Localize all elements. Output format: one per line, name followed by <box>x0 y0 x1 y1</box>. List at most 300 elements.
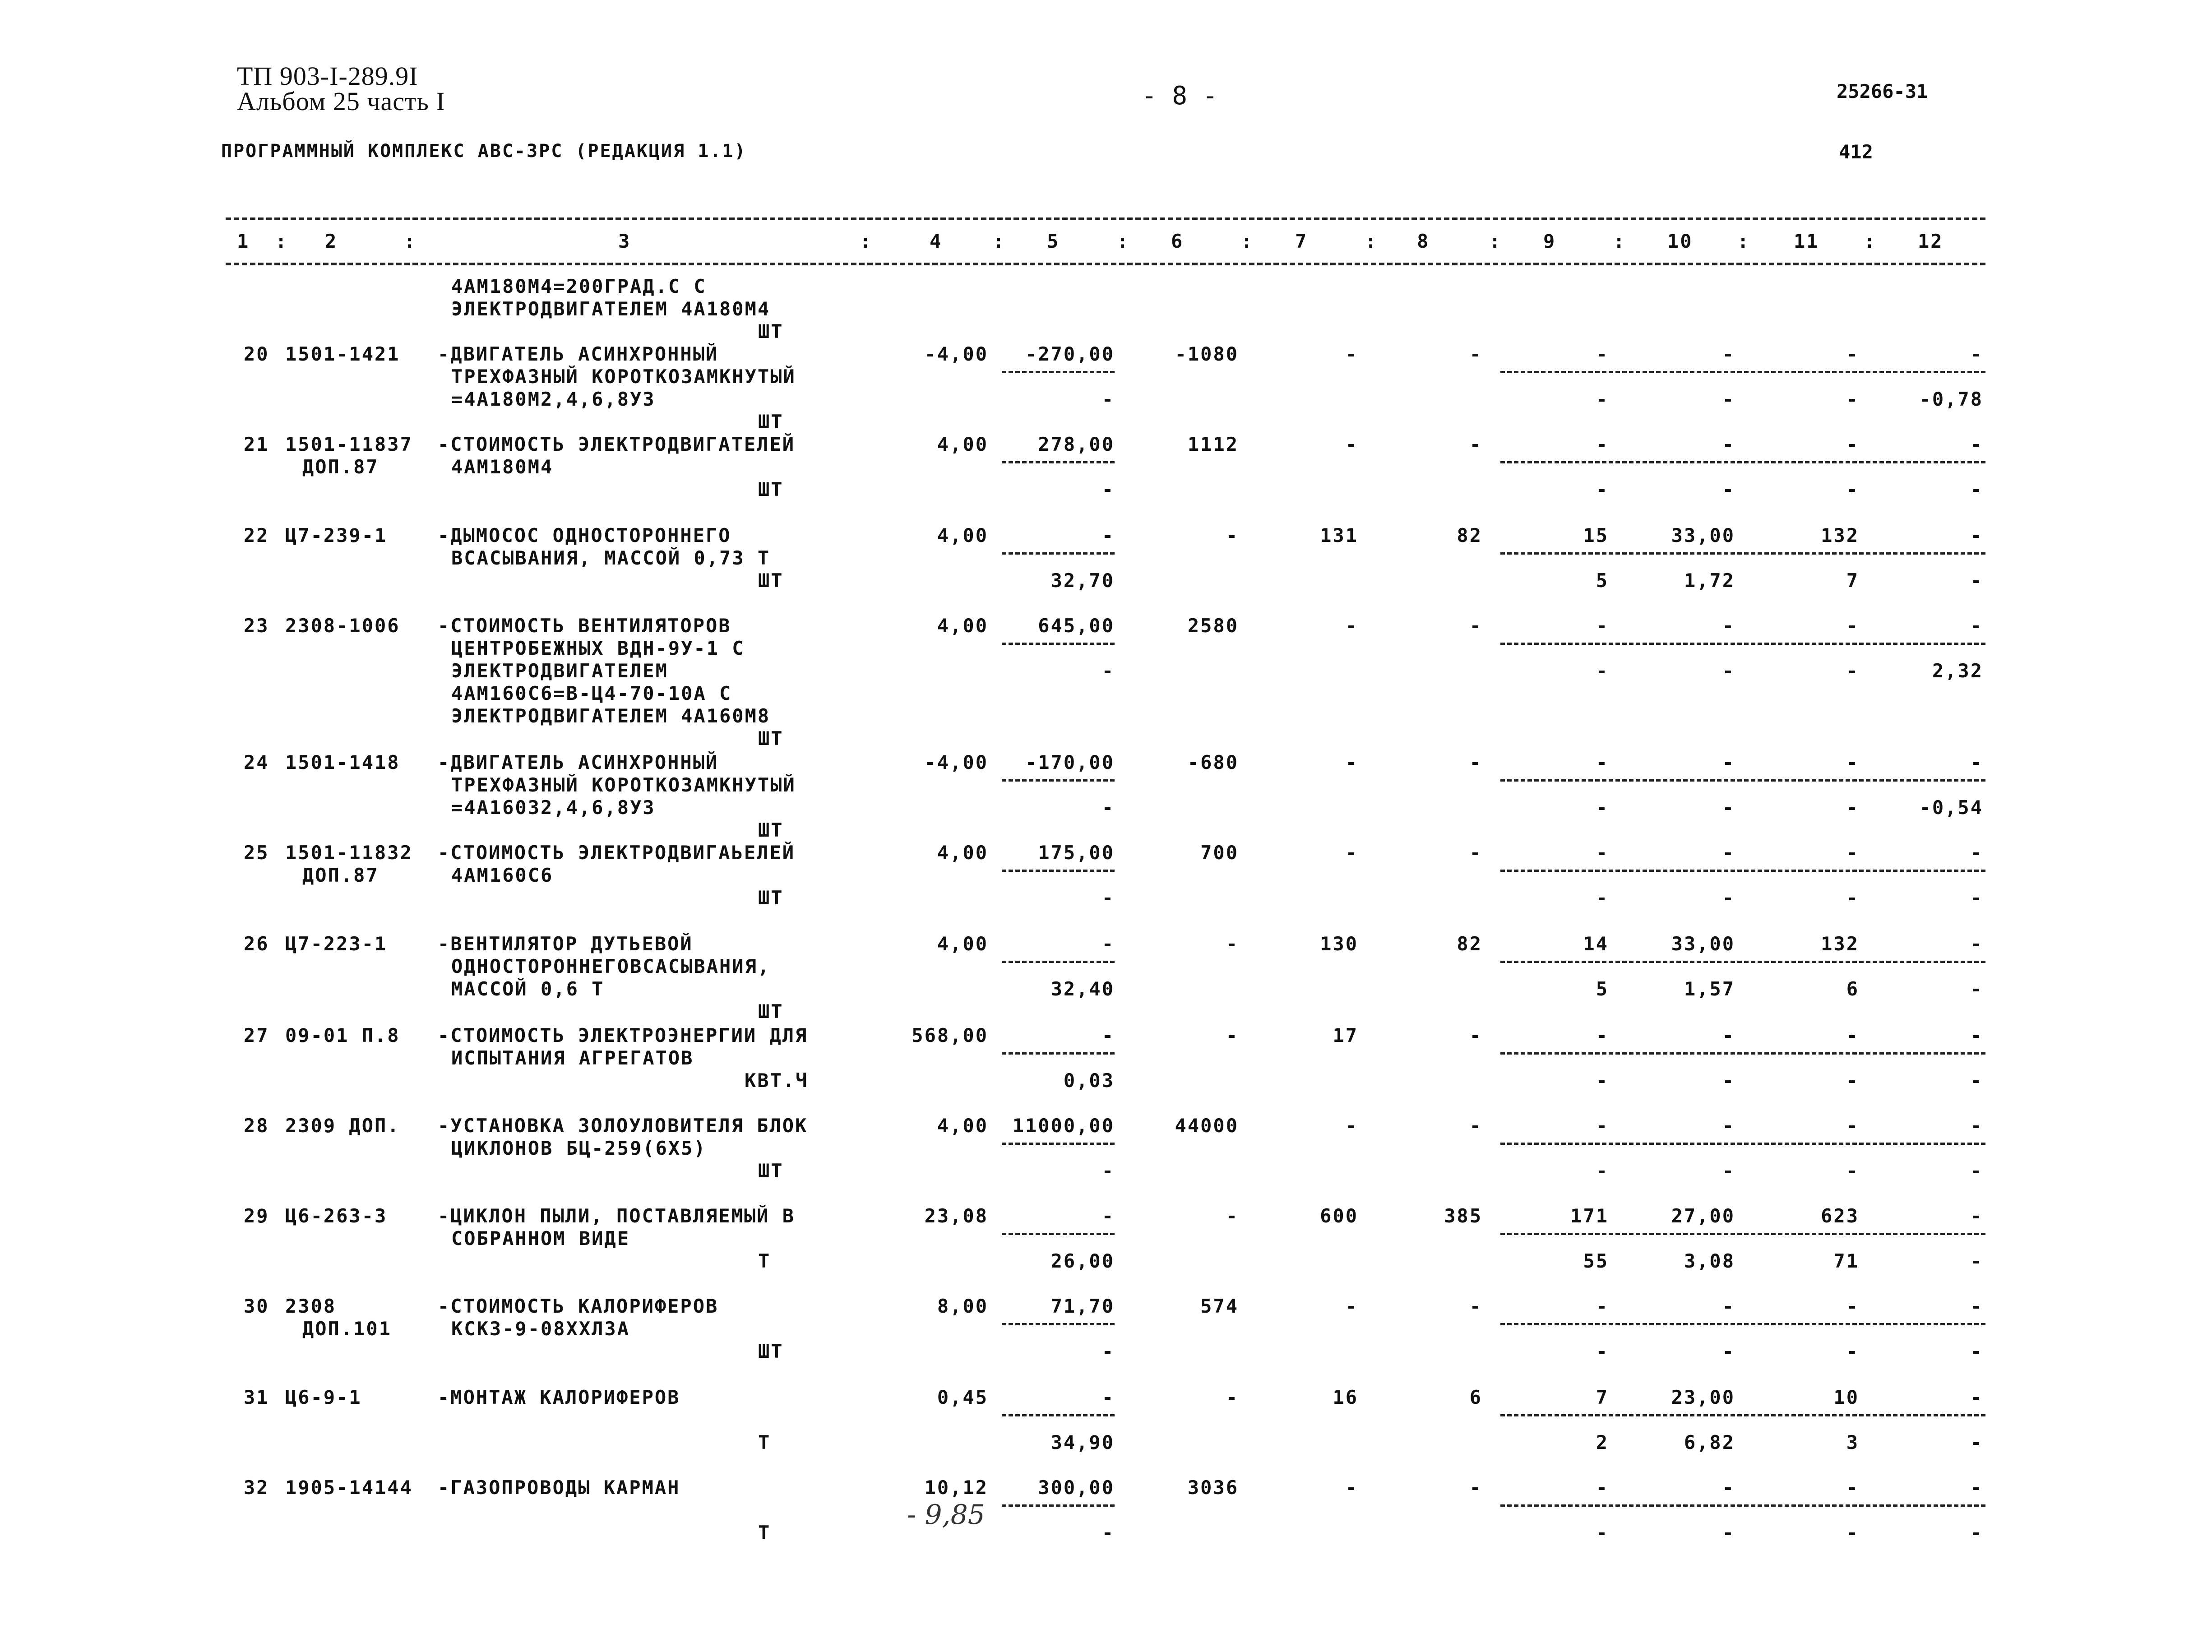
col12-sub-value: - <box>1970 478 1983 500</box>
col5-divider <box>1002 779 1115 782</box>
col10-sub-value: - <box>1722 478 1735 500</box>
column-header-9: 9 <box>1543 230 1556 252</box>
right-columns-divider <box>1500 870 1985 872</box>
col11-value: 132 <box>1821 524 1859 546</box>
col11-sub-value: 7 <box>1846 569 1859 592</box>
col12-sub-value: - <box>1970 887 1983 909</box>
row-code: 2308-1006 <box>285 615 400 637</box>
col9-value: - <box>1596 1476 1609 1499</box>
right-columns-divider <box>1500 461 1985 463</box>
col5-value: 300,00 <box>1038 1476 1115 1499</box>
row-description: ВСАСЫВАНИЯ, МАССОЙ 0,73 Т <box>451 547 771 569</box>
column-header-5: 5 <box>1047 230 1060 252</box>
col11-value: - <box>1846 1115 1859 1137</box>
col8-value: - <box>1469 1115 1482 1137</box>
col10-sub-value: - <box>1722 1522 1735 1544</box>
col10-sub-value: - <box>1722 1160 1735 1182</box>
col10-value: - <box>1722 751 1735 773</box>
col6-value: 574 <box>1200 1295 1239 1317</box>
col9-value: - <box>1596 343 1609 365</box>
row-description: -ДЫМОСОС ОДНОСТОРОННЕГО <box>438 524 731 546</box>
col5-sub-value: 32,40 <box>1050 978 1115 1000</box>
col4-value: 4,00 <box>937 842 988 864</box>
col6-value: - <box>1226 524 1239 546</box>
row-number: 23 <box>244 615 269 637</box>
row-code: 1905-14144 <box>285 1476 413 1499</box>
col5-sub-value: - <box>1101 1522 1115 1544</box>
row-unit: ШТ <box>758 727 784 750</box>
col4-value: 4,00 <box>937 933 988 955</box>
row-description: -СТОИМОСТЬ ВЕНТИЛЯТОРОВ <box>438 615 731 637</box>
column-header-2: 2 <box>325 230 338 252</box>
col9-value: 14 <box>1583 933 1609 955</box>
col7-value: - <box>1345 433 1358 455</box>
column-header-11: 11 <box>1794 230 1819 252</box>
col7-value: - <box>1345 1476 1358 1499</box>
row-description: -СТОИМОСТЬ ЭЛЕКТРОДВИГАТЕЛЕЙ <box>438 433 796 455</box>
header-bottom-rule <box>226 263 1985 265</box>
row-code: Ц6-9-1 <box>285 1386 362 1408</box>
right-columns-divider <box>1500 1052 1985 1055</box>
col9-value: - <box>1596 1295 1609 1317</box>
col12-value: - <box>1970 933 1983 955</box>
col9-sub-value: - <box>1596 1160 1609 1182</box>
col12-value: - <box>1970 343 1983 365</box>
page-number: - 8 - <box>1142 81 1218 111</box>
row-number: 21 <box>244 433 269 455</box>
col11-value: - <box>1846 1295 1859 1317</box>
col5-divider <box>1002 1143 1115 1145</box>
row-description: =4А180М2,4,6,8У3 <box>451 388 656 410</box>
row-description: -УСТАНОВКА ЗОЛОУЛОВИТЕЛЯ БЛОК <box>438 1115 808 1137</box>
col5-divider <box>1002 371 1115 373</box>
row-description: КСК3-9-08ХХЛ3А <box>451 1318 630 1340</box>
row-unit: ШТ <box>758 411 784 433</box>
row-number: 32 <box>244 1476 269 1499</box>
row-unit: ШТ <box>758 1340 784 1362</box>
col6-value: - <box>1226 1386 1239 1408</box>
right-columns-divider <box>1500 1233 1985 1235</box>
col12-sub-value: 2,32 <box>1932 660 1983 682</box>
col5-divider <box>1002 1233 1115 1235</box>
col8-value: - <box>1469 1476 1482 1499</box>
row-description: =4А16032,4,6,8У3 <box>451 796 656 819</box>
row-number: 27 <box>244 1024 269 1046</box>
column-header-7: 7 <box>1295 230 1308 252</box>
col4-value: 23,08 <box>924 1205 988 1227</box>
col9-value: 171 <box>1570 1205 1609 1227</box>
row-number: 25 <box>244 842 269 864</box>
column-header-4: 4 <box>930 230 943 252</box>
column-separator: : <box>404 230 417 252</box>
col9-value: - <box>1596 751 1609 773</box>
col7-value: - <box>1345 1115 1358 1137</box>
col4-value: 10,12 <box>924 1476 988 1499</box>
row-description: -ДВИГАТЕЛЬ АСИНХРОННЫЙ <box>438 343 719 365</box>
row-description: -ГАЗОПРОВОДЫ КАРМАН <box>438 1476 680 1499</box>
col9-value: 15 <box>1583 524 1609 546</box>
col7-value: - <box>1345 751 1358 773</box>
row-description: МАССОЙ 0,6 Т <box>451 978 605 1000</box>
col10-value: - <box>1722 1115 1735 1137</box>
row-unit: ШТ <box>758 478 784 500</box>
col5-divider <box>1002 1323 1115 1325</box>
row-code: Ц7-223-1 <box>285 933 388 955</box>
row-unit: Т <box>758 1522 771 1544</box>
col12-value: - <box>1970 1295 1983 1317</box>
col11-value: - <box>1846 433 1859 455</box>
col5-divider <box>1002 643 1115 645</box>
col5-sub-value: - <box>1101 1160 1115 1182</box>
continuation-unit: ШТ <box>758 320 784 342</box>
row-code: 2309 ДОП. <box>285 1115 400 1137</box>
col12-sub-value: - <box>1970 1250 1983 1272</box>
row-number: 29 <box>244 1205 269 1227</box>
column-separator: : <box>1489 230 1502 252</box>
col11-value: - <box>1846 615 1859 637</box>
col9-sub-value: - <box>1596 1522 1609 1544</box>
col8-value: - <box>1469 751 1482 773</box>
row-description: 4АМ160С6=В-Ц4-70-10А С <box>451 682 732 704</box>
col10-sub-value: 1,72 <box>1684 569 1735 592</box>
row-unit: ШТ <box>758 569 784 592</box>
col5-value: -270,00 <box>1025 343 1115 365</box>
col9-value: - <box>1596 1024 1609 1046</box>
col11-value: 623 <box>1821 1205 1859 1227</box>
col11-sub-value: - <box>1846 388 1859 410</box>
col10-value: 23,00 <box>1671 1386 1735 1408</box>
row-code: ДОП.101 <box>302 1318 392 1340</box>
row-description: -ДВИГАТЕЛЬ АСИНХРОННЫЙ <box>438 751 719 773</box>
col5-value: 175,00 <box>1038 842 1115 864</box>
col12-sub-value: -0,78 <box>1919 388 1983 410</box>
row-code: 1501-11832 <box>285 842 413 864</box>
col7-value: - <box>1345 615 1358 637</box>
column-separator: : <box>993 230 1006 252</box>
col11-value: - <box>1846 343 1859 365</box>
col10-sub-value: - <box>1722 388 1735 410</box>
col8-value: - <box>1469 1295 1482 1317</box>
col10-sub-value: - <box>1722 887 1735 909</box>
col7-value: - <box>1345 343 1358 365</box>
row-code: Ц7-239-1 <box>285 524 388 546</box>
column-separator: : <box>1864 230 1877 252</box>
col5-value: -170,00 <box>1025 751 1115 773</box>
col4-value: 8,00 <box>937 1295 988 1317</box>
col5-value: - <box>1101 1386 1115 1408</box>
row-description: 4АМ180М4 <box>451 456 554 478</box>
col9-sub-value: - <box>1596 887 1609 909</box>
col8-value: 82 <box>1457 933 1482 955</box>
col9-value: - <box>1596 433 1609 455</box>
row-code: ДОП.87 <box>302 456 379 478</box>
row-number: 20 <box>244 343 269 365</box>
col9-value: 7 <box>1596 1386 1609 1408</box>
row-description: -ВЕНТИЛЯТОР ДУТЬЕВОЙ <box>438 933 693 955</box>
col9-sub-value: 5 <box>1596 569 1609 592</box>
col10-value: - <box>1722 615 1735 637</box>
col10-value: - <box>1722 1476 1735 1499</box>
col5-sub-value: 26,00 <box>1050 1250 1115 1272</box>
row-number: 28 <box>244 1115 269 1137</box>
col11-sub-value: - <box>1846 1340 1859 1362</box>
row-description: ТРЕХФАЗНЫЙ КОРОТКОЗАМКНУТЫЙ <box>451 366 796 388</box>
col5-value: 645,00 <box>1038 615 1115 637</box>
column-header-10: 10 <box>1667 230 1693 252</box>
continuation-line: 4АМ180М4=200ГРАД.С С <box>451 275 707 297</box>
row-code: 1501-11837 <box>285 433 413 455</box>
row-code: Ц6-263-3 <box>285 1205 388 1227</box>
col6-value: -1080 <box>1175 343 1239 365</box>
col9-sub-value: - <box>1596 388 1609 410</box>
col5-divider <box>1002 552 1115 555</box>
right-columns-divider <box>1500 961 1985 963</box>
right-columns-divider <box>1500 779 1985 782</box>
col5-divider <box>1002 870 1115 872</box>
row-code: 09-01 П.8 <box>285 1024 400 1046</box>
col8-value: 82 <box>1457 524 1482 546</box>
row-unit: Т <box>758 1431 771 1453</box>
row-description: ЭЛЕКТРОДВИГАТЕЛЕМ <box>451 660 668 682</box>
col10-value: - <box>1722 433 1735 455</box>
col9-value: - <box>1596 842 1609 864</box>
col7-value: - <box>1345 842 1358 864</box>
row-description: -ЦИКЛОН ПЫЛИ, ПОСТАВЛЯЕМЫЙ В <box>438 1205 796 1227</box>
col12-value: - <box>1970 433 1983 455</box>
col11-sub-value: - <box>1846 1069 1859 1092</box>
row-code: 1501-1421 <box>285 343 400 365</box>
col4-value: 568,00 <box>912 1024 988 1046</box>
col7-value: 600 <box>1320 1205 1358 1227</box>
col12-sub-value: -0,54 <box>1919 796 1983 819</box>
col12-value: - <box>1970 1024 1983 1046</box>
col6-value: 44000 <box>1175 1115 1239 1137</box>
col10-sub-value: - <box>1722 660 1735 682</box>
col12-value: - <box>1970 842 1983 864</box>
col8-value: - <box>1469 842 1482 864</box>
col12-sub-value: - <box>1970 569 1983 592</box>
row-description: ТРЕХФАЗНЫЙ КОРОТКОЗАМКНУТЫЙ <box>451 774 796 796</box>
col5-value: - <box>1101 524 1115 546</box>
col9-sub-value: 55 <box>1583 1250 1609 1272</box>
col5-value: 71,70 <box>1050 1295 1115 1317</box>
col6-value: 2580 <box>1187 615 1239 637</box>
row-number: 22 <box>244 524 269 546</box>
row-description: ОДНОСТОРОННЕГОВСАСЫВАНИЯ, <box>451 955 771 977</box>
row-description: 4АМ160С6 <box>451 864 554 886</box>
col12-sub-value: - <box>1970 1160 1983 1182</box>
col5-divider <box>1002 1414 1115 1416</box>
col6-value: - <box>1226 1024 1239 1046</box>
column-separator: : <box>860 230 873 252</box>
col5-value: - <box>1101 1024 1115 1046</box>
column-separator: : <box>1613 230 1626 252</box>
row-description: ЭЛЕКТРОДВИГАТЕЛЕМ 4А160М8 <box>451 705 771 727</box>
col10-sub-value: 1,57 <box>1684 978 1735 1000</box>
column-separator: : <box>1117 230 1130 252</box>
right-columns-divider <box>1500 371 1985 373</box>
row-description: -СТОИМОСТЬ КАЛОРИФЕРОВ <box>438 1295 719 1317</box>
sheet-number: 412 <box>1839 141 1873 163</box>
row-code: 1501-1418 <box>285 751 400 773</box>
col4-value: 0,45 <box>937 1386 988 1408</box>
col5-sub-value: 0,03 <box>1063 1069 1115 1092</box>
col8-value: 6 <box>1469 1386 1482 1408</box>
row-description: СОБРАННОМ ВИДЕ <box>451 1227 630 1249</box>
col7-value: 16 <box>1333 1386 1358 1408</box>
col11-sub-value: - <box>1846 478 1859 500</box>
handwritten-note: - 9,85 <box>907 1499 985 1531</box>
col9-value: - <box>1596 1115 1609 1137</box>
row-unit: ШТ <box>758 1000 784 1023</box>
col10-sub-value: - <box>1722 796 1735 819</box>
col12-sub-value: - <box>1970 1340 1983 1362</box>
col11-sub-value: 71 <box>1833 1250 1859 1272</box>
col5-sub-value: - <box>1101 388 1115 410</box>
row-number: 31 <box>244 1386 269 1408</box>
col12-value: - <box>1970 1115 1983 1137</box>
table-top-rule <box>226 217 1985 220</box>
right-columns-divider <box>1500 1414 1985 1416</box>
right-columns-divider <box>1500 643 1985 645</box>
col11-sub-value: - <box>1846 660 1859 682</box>
col7-value: - <box>1345 1295 1358 1317</box>
row-description: ЦИКЛОНОВ БЦ-259(6Х5) <box>451 1137 707 1159</box>
row-number: 30 <box>244 1295 269 1317</box>
col10-value: - <box>1722 343 1735 365</box>
col8-value: - <box>1469 1024 1482 1046</box>
col9-sub-value: - <box>1596 1069 1609 1092</box>
col12-sub-value: - <box>1970 1069 1983 1092</box>
col11-sub-value: - <box>1846 887 1859 909</box>
col5-divider <box>1002 961 1115 963</box>
col4-value: -4,00 <box>924 343 988 365</box>
col6-value: 700 <box>1200 842 1239 864</box>
col5-sub-value: - <box>1101 660 1115 682</box>
row-code: 2308 <box>285 1295 337 1317</box>
continuation-line: ЭЛЕКТРОДВИГАТЕЛЕМ 4А180М4 <box>451 298 771 320</box>
col11-value: 10 <box>1833 1386 1859 1408</box>
col11-value: - <box>1846 842 1859 864</box>
row-unit: ШТ <box>758 1160 784 1182</box>
col4-value: 4,00 <box>937 524 988 546</box>
right-columns-divider <box>1500 1504 1985 1507</box>
col5-value: 11000,00 <box>1012 1115 1115 1137</box>
col7-value: 130 <box>1320 933 1358 955</box>
col6-value: - <box>1226 1205 1239 1227</box>
col12-sub-value: - <box>1970 1431 1983 1453</box>
row-description: -СТОИМОСТЬ ЭЛЕКТРОДВИГАЬЕЛЕЙ <box>438 842 796 864</box>
column-header-3: 3 <box>618 230 631 252</box>
col12-value: - <box>1970 524 1983 546</box>
col10-value: 33,00 <box>1671 933 1735 955</box>
col8-value: - <box>1469 343 1482 365</box>
col10-value: - <box>1722 842 1735 864</box>
col5-sub-value: - <box>1101 478 1115 500</box>
col8-value: - <box>1469 433 1482 455</box>
row-description: -СТОИМОСТЬ ЭЛЕКТРОЭНЕРГИИ ДЛЯ <box>438 1024 808 1046</box>
col5-divider <box>1002 1504 1115 1507</box>
col4-value: 4,00 <box>937 1115 988 1137</box>
col8-value: - <box>1469 615 1482 637</box>
program-title: ПРОГРАММНЫЙ КОМПЛЕКС АВС-3РС (РЕДАКЦИЯ 1.1) <box>221 141 747 162</box>
col9-sub-value: - <box>1596 796 1609 819</box>
col5-value: 278,00 <box>1038 433 1115 455</box>
col5-divider <box>1002 1052 1115 1055</box>
col8-value: 385 <box>1444 1205 1482 1227</box>
col4-value: 4,00 <box>937 433 988 455</box>
ref-number: 25266-31 <box>1837 80 1928 102</box>
col6-value: 3036 <box>1187 1476 1239 1499</box>
row-description: ЦЕНТРОБЕЖНЫХ ВДН-9У-1 С <box>451 637 745 659</box>
column-separator: : <box>275 230 288 252</box>
right-columns-divider <box>1500 1323 1985 1325</box>
column-header-6: 6 <box>1171 230 1184 252</box>
col10-sub-value: - <box>1722 1069 1735 1092</box>
col5-sub-value: - <box>1101 1340 1115 1362</box>
col11-sub-value: - <box>1846 1160 1859 1182</box>
row-number: 24 <box>244 751 269 773</box>
col5-divider <box>1002 461 1115 463</box>
col12-value: - <box>1970 1205 1983 1227</box>
album-label: Альбом 25 часть I <box>237 87 445 116</box>
column-header-8: 8 <box>1417 230 1430 252</box>
col7-value: 17 <box>1333 1024 1358 1046</box>
col11-sub-value: - <box>1846 796 1859 819</box>
col10-value: - <box>1722 1295 1735 1317</box>
col12-sub-value: - <box>1970 978 1983 1000</box>
row-unit: ШТ <box>758 887 784 909</box>
col9-sub-value: - <box>1596 660 1609 682</box>
column-header-1: 1 <box>237 230 250 252</box>
col11-sub-value: 3 <box>1846 1431 1859 1453</box>
col9-sub-value: 2 <box>1596 1431 1609 1453</box>
col12-sub-value: - <box>1970 1522 1983 1544</box>
col6-value: 1112 <box>1187 433 1239 455</box>
row-unit: КВТ.Ч <box>745 1069 809 1092</box>
column-separator: : <box>1241 230 1254 252</box>
col10-value: 33,00 <box>1671 524 1735 546</box>
col12-value: - <box>1970 1476 1983 1499</box>
col5-sub-value: - <box>1101 887 1115 909</box>
col5-value: - <box>1101 1205 1115 1227</box>
col11-value: - <box>1846 1024 1859 1046</box>
col12-value: - <box>1970 751 1983 773</box>
col5-sub-value: 32,70 <box>1050 569 1115 592</box>
column-header-12: 12 <box>1918 230 1944 252</box>
row-code: ДОП.87 <box>302 864 379 886</box>
row-unit: ШТ <box>758 819 784 841</box>
column-separator: : <box>1737 230 1750 252</box>
col9-sub-value: 5 <box>1596 978 1609 1000</box>
col5-sub-value: - <box>1101 796 1115 819</box>
col11-value: - <box>1846 1476 1859 1499</box>
col7-value: 131 <box>1320 524 1358 546</box>
col10-sub-value: - <box>1722 1340 1735 1362</box>
col12-value: - <box>1970 615 1983 637</box>
col11-value: 132 <box>1821 933 1859 955</box>
col11-value: - <box>1846 751 1859 773</box>
col10-sub-value: 3,08 <box>1684 1250 1735 1272</box>
col10-sub-value: 6,82 <box>1684 1431 1735 1453</box>
col10-value: - <box>1722 1024 1735 1046</box>
col5-sub-value: 34,90 <box>1050 1431 1115 1453</box>
col5-value: - <box>1101 933 1115 955</box>
col11-sub-value: - <box>1846 1522 1859 1544</box>
row-unit: Т <box>758 1250 771 1272</box>
col10-value: 27,00 <box>1671 1205 1735 1227</box>
col9-sub-value: - <box>1596 478 1609 500</box>
